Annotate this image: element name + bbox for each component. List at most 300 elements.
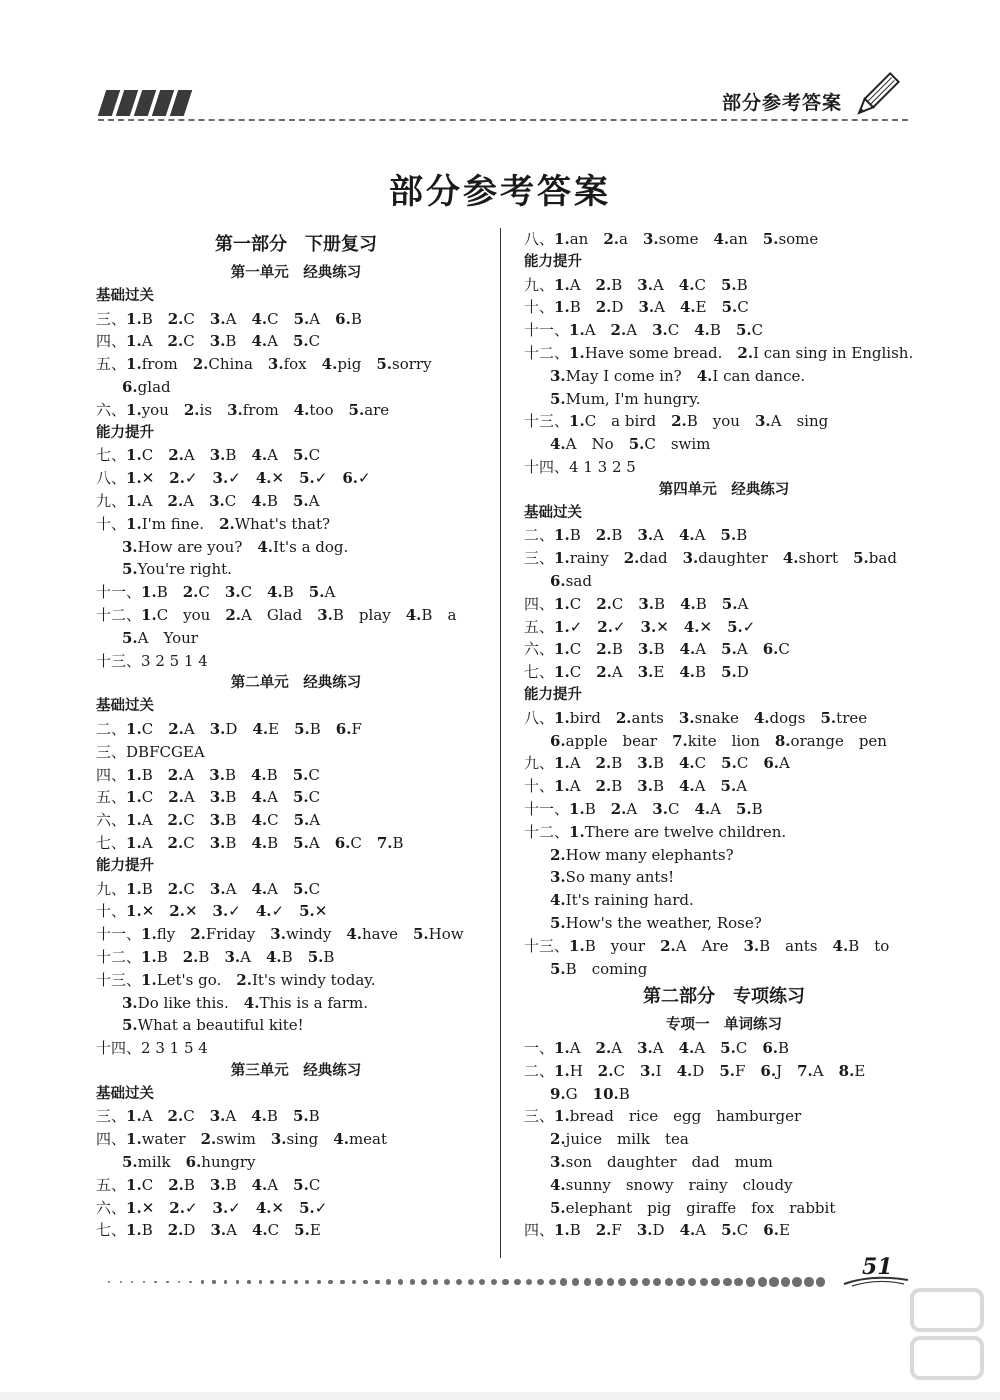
footer-dots-decoration (108, 1276, 838, 1288)
answer-line (524, 365, 924, 388)
item-number: 3. (743, 936, 760, 955)
answer-line (96, 1151, 496, 1174)
item-number: 3. (550, 366, 566, 385)
answer-item (210, 332, 237, 350)
item-number: 5. (293, 309, 310, 328)
item-number: 3. (212, 1198, 229, 1217)
item-answer: B (141, 765, 153, 784)
item-answer: How (428, 925, 464, 944)
answer-item (183, 948, 210, 966)
item-answer: B (611, 640, 623, 659)
item-answer: ✕ (699, 617, 713, 636)
answers-right-column (524, 228, 924, 1242)
item-answer: B (141, 879, 153, 898)
item-answer: B (183, 1175, 195, 1194)
item-answer: ✓ (271, 902, 285, 921)
answer-line (96, 969, 496, 992)
item-answer: A Glad (241, 605, 303, 624)
item-answer: C (569, 594, 582, 613)
item-number: 4. (678, 1039, 695, 1058)
item-number: 3. (637, 1039, 653, 1058)
item-answer: too (309, 400, 334, 419)
footer-dot (618, 1278, 626, 1286)
item-number: 2. (737, 343, 754, 362)
answer-text: 3 2 5 1 4 (141, 651, 208, 670)
item-number: 5. (122, 1016, 138, 1035)
question-number: 十三、 (96, 970, 142, 989)
question-number: 十二、 (524, 822, 570, 841)
item-number: 4. (550, 1175, 566, 1194)
item-answer: C (736, 1221, 749, 1240)
answer-item (736, 800, 763, 818)
item-number: 3. (270, 1130, 287, 1149)
item-number: 5. (294, 1221, 310, 1240)
item-number: 5. (307, 947, 324, 966)
item-number: 5. (727, 617, 743, 636)
answer-item (721, 754, 748, 772)
item-number: 1. (569, 936, 585, 955)
item-answer: C swim (644, 435, 711, 454)
item-number: 1. (554, 708, 570, 727)
answer-item (652, 800, 679, 818)
answer-line (524, 319, 924, 342)
item-answer: A (626, 321, 638, 340)
item-answer: D (692, 1061, 705, 1080)
answer-line (524, 456, 924, 479)
answer-item (126, 788, 153, 806)
answer-item (333, 1130, 387, 1148)
item-answer: A (141, 811, 153, 830)
item-answer: C (267, 1221, 280, 1240)
item-answer: are (364, 400, 390, 419)
item-number: 4. (679, 663, 696, 682)
item-answer: B (266, 765, 278, 784)
item-answer: ✓ (569, 617, 583, 636)
item-number: 5. (292, 446, 309, 465)
item-number: 5. (721, 594, 738, 613)
answer-item (679, 526, 706, 544)
answer-item (763, 640, 790, 658)
item-answer: A (694, 777, 706, 796)
item-number: 1. (126, 1107, 142, 1126)
item-answer: C (141, 1175, 154, 1194)
answer-item (554, 1039, 581, 1057)
item-number: 3. (209, 719, 226, 738)
item-number: 2. (192, 355, 209, 374)
answer-item (236, 971, 375, 989)
answer-item (213, 1199, 241, 1217)
question-number: 四、 (524, 1221, 555, 1240)
item-number: 3. (636, 1221, 653, 1240)
answer-item (227, 401, 279, 419)
answer-item (210, 880, 237, 898)
item-number: 2. (671, 412, 687, 431)
item-answer: A (626, 799, 638, 818)
item-answer: A (267, 332, 278, 351)
answer-item (267, 583, 294, 601)
item-answer: sad (565, 571, 592, 590)
item-number: 6. (335, 309, 351, 328)
item-number: 6. (760, 1061, 777, 1080)
question-number: 八、 (524, 230, 555, 248)
item-answer: C (778, 640, 790, 659)
item-answer: A (183, 765, 195, 784)
answer-item (294, 1221, 321, 1239)
answer-item (210, 720, 238, 738)
question-number: 十一、 (524, 321, 570, 340)
item-answer: A (694, 526, 706, 545)
question-number: 二、 (524, 1061, 555, 1080)
answer-line (524, 1197, 924, 1220)
item-answer: A (240, 947, 251, 966)
question-number: 十一、 (96, 925, 142, 944)
answer-item (268, 355, 307, 373)
answer-item (209, 766, 236, 784)
item-answer: A (695, 640, 707, 659)
answer-item (637, 276, 664, 294)
answer-text: DBFCGEA (126, 742, 205, 761)
item-number: 4. (694, 799, 711, 818)
footer-dot (410, 1279, 415, 1284)
footer-dot (317, 1280, 321, 1284)
question-number: 七、 (96, 1221, 127, 1240)
item-answer: How are you? (137, 537, 243, 556)
footer-dot (816, 1277, 826, 1287)
answer-item (126, 834, 153, 852)
answer-item (569, 321, 596, 339)
item-number: 5. (376, 355, 393, 374)
item-answer: I (655, 1061, 662, 1080)
answer-item (721, 526, 748, 544)
item-number: 4. (832, 936, 849, 955)
item-number: 4. (251, 811, 268, 830)
item-answer: A (812, 1061, 824, 1080)
item-number: 5. (721, 640, 737, 659)
item-number: 2. (550, 845, 566, 864)
item-number: 1. (554, 549, 570, 568)
answer-item (713, 230, 747, 248)
item-answer: E (695, 298, 707, 317)
footer-dot (572, 1278, 579, 1285)
item-number: 4. (753, 708, 770, 727)
item-number: 3. (224, 583, 241, 602)
answer-line (524, 410, 924, 433)
answer-item (293, 446, 320, 464)
answer-item (596, 754, 623, 772)
item-number: 1. (554, 1039, 570, 1058)
item-number: 3. (267, 355, 284, 374)
answer-item (168, 1221, 196, 1239)
answer-item (554, 709, 601, 727)
item-answer: ✓ (228, 902, 241, 921)
question-number: 十三、 (524, 936, 570, 955)
answer-item (193, 355, 253, 373)
item-number: 1. (569, 321, 585, 340)
question-number: 六、 (524, 640, 555, 659)
answer-item (679, 663, 706, 681)
item-number: 5. (721, 663, 737, 682)
item-answer: C (308, 446, 321, 465)
question-number: 十一、 (524, 799, 570, 818)
item-answer: A (569, 754, 581, 773)
item-number: 4. (251, 446, 268, 465)
item-answer: C (694, 754, 707, 773)
item-answer: I'm fine. (141, 514, 205, 533)
item-answer: C (141, 446, 154, 465)
answer-item (294, 401, 334, 419)
item-answer: A (652, 275, 664, 294)
footer-dot (189, 1281, 192, 1284)
item-answer: elephant pig giraffe fox rabbit (565, 1198, 836, 1217)
answer-line (96, 536, 496, 559)
item-number: 4. (676, 1061, 693, 1080)
unit-heading: 第三单元 经典练习 (230, 1062, 362, 1079)
item-answer: ✕ (141, 469, 155, 488)
item-number: 6. (334, 833, 351, 852)
answer-item (598, 1062, 625, 1080)
answer-item (554, 1221, 581, 1239)
footer-dot (456, 1279, 462, 1285)
answer-item (721, 663, 749, 681)
unit-heading: 专项一 单词练习 (666, 1017, 782, 1034)
footer-dot (537, 1279, 544, 1286)
answer-item (550, 1199, 835, 1217)
item-number: 3. (652, 799, 668, 818)
answer-line (96, 1037, 496, 1060)
answer-line (96, 832, 496, 855)
answer-item (694, 321, 721, 339)
question-number: 九、 (524, 275, 555, 294)
item-answer: You're right. (137, 560, 232, 579)
answer-item (763, 230, 819, 248)
item-number: 5. (721, 1221, 737, 1240)
question-number: 十、 (96, 902, 127, 921)
item-answer: orange pen (790, 731, 887, 750)
answer-line (96, 1105, 496, 1128)
answer-item (126, 720, 153, 738)
answer-item (720, 1039, 747, 1057)
item-answer: dad (639, 549, 668, 568)
item-number: 2. (597, 617, 613, 636)
item-number: 4. (265, 947, 282, 966)
answer-item (550, 435, 614, 453)
answer-line (524, 935, 924, 958)
item-answer: milk (137, 1153, 171, 1172)
answer-line (96, 718, 496, 741)
item-number: 5. (122, 560, 138, 579)
item-number: 2. (610, 799, 627, 818)
item-number: 4. (679, 298, 696, 317)
item-answer: B (141, 1221, 153, 1240)
item-number: 1. (126, 514, 142, 533)
answer-item (210, 1221, 237, 1239)
answer-item (309, 583, 336, 601)
answer-item (554, 298, 581, 316)
answer-item (168, 720, 195, 738)
item-answer: A sing (770, 412, 829, 431)
item-answer: D (652, 1221, 665, 1240)
item-answer: pig (337, 355, 362, 374)
item-number: 2. (595, 526, 612, 545)
item-number: 1. (126, 446, 142, 465)
item-answer: D (183, 1221, 196, 1240)
item-answer: C (350, 833, 362, 852)
answer-item (554, 754, 581, 772)
answer-item (251, 1107, 278, 1125)
item-answer: How many elephants? (565, 845, 734, 864)
section-label: 基础过关 (524, 504, 582, 521)
item-answer: How's the weather, Rose? (565, 913, 762, 932)
item-answer: China (208, 355, 253, 374)
item-number: 1. (126, 788, 142, 807)
item-answer: C (736, 754, 749, 773)
answer-line (96, 581, 496, 604)
answer-item (126, 1107, 153, 1125)
answer-item (271, 1130, 318, 1148)
item-number: 3. (317, 605, 333, 624)
footer-dot (804, 1277, 814, 1287)
answer-item (141, 948, 168, 966)
item-answer: from (242, 400, 279, 419)
item-answer: ✕ (141, 902, 155, 921)
answer-item (755, 412, 828, 430)
item-number: 3. (637, 777, 653, 796)
answer-line (96, 764, 496, 787)
answer-line (96, 330, 496, 353)
answer-item (251, 880, 278, 898)
item-number: 5. (550, 389, 566, 408)
item-answer: A (569, 275, 581, 294)
item-answer: A (653, 526, 664, 545)
answer-item (638, 595, 665, 613)
item-number: 4. (251, 332, 268, 351)
answer-item (126, 515, 204, 533)
item-number: 4. (696, 366, 713, 385)
answer-item (821, 709, 868, 727)
item-answer: bread rice egg hamburger (569, 1107, 802, 1126)
section-label: 能力提升 (524, 253, 582, 270)
item-number: 5. (299, 1198, 315, 1217)
answer-item (308, 948, 335, 966)
item-answer: C (224, 491, 237, 510)
item-number: 3. (209, 765, 225, 784)
item-answer: rainy (569, 549, 609, 568)
answer-line (96, 376, 496, 399)
item-answer: C (667, 799, 680, 818)
item-answer: B (695, 663, 707, 682)
item-number: 4. (251, 491, 267, 510)
answer-item (550, 891, 694, 909)
item-answer: B to (848, 936, 890, 955)
item-number: 3. (270, 925, 286, 944)
footer-dot (282, 1280, 286, 1284)
answer-item (853, 549, 897, 567)
item-answer: ✓ (742, 617, 756, 636)
item-answer: C (183, 1107, 195, 1126)
answer-item (554, 595, 581, 613)
answer-item (736, 321, 763, 339)
item-answer: B (225, 833, 237, 852)
answer-item (293, 766, 320, 784)
answer-item (569, 412, 656, 430)
answer-item (775, 732, 887, 750)
item-number: 4. (679, 640, 696, 659)
footer-dot (340, 1280, 345, 1285)
item-number: 4. (251, 309, 268, 328)
item-number: 10. (592, 1084, 619, 1103)
answer-item (671, 412, 740, 430)
answer-item (569, 937, 645, 955)
answer-item (596, 663, 623, 681)
item-number: 4. (550, 435, 566, 454)
item-number: 1. (141, 583, 157, 602)
item-answer: C (569, 663, 582, 682)
answer-item (406, 606, 457, 624)
item-answer: C (308, 765, 320, 784)
item-answer: A (694, 1039, 706, 1058)
item-answer: B (281, 947, 293, 966)
header-stripes-decoration (98, 90, 186, 116)
item-number: 5. (720, 777, 737, 796)
item-number: 1. (126, 469, 142, 488)
item-number: 2. (167, 811, 184, 830)
item-number: 5. (293, 1175, 309, 1194)
item-number: 5. (735, 321, 752, 340)
item-answer: B (308, 1107, 320, 1126)
answer-line (524, 889, 924, 912)
answer-item (719, 1062, 745, 1080)
answer-line (524, 524, 924, 547)
question-number: 十二、 (96, 605, 142, 624)
question-number: 三、 (96, 309, 127, 328)
item-answer: daughter (698, 549, 768, 568)
item-answer: A (225, 1107, 237, 1126)
item-answer: A Are (675, 936, 729, 955)
item-answer: Mum, I'm hungry. (565, 389, 701, 408)
item-answer: A (654, 298, 665, 317)
answer-item (629, 435, 711, 453)
question-number: 五、 (96, 1175, 127, 1194)
footer-dot (468, 1279, 474, 1285)
answer-line (96, 786, 496, 809)
footer-dot (154, 1281, 157, 1284)
footer-dot (247, 1280, 251, 1284)
item-answer: C (183, 879, 195, 898)
footer-dot (676, 1278, 684, 1286)
item-number: 2. (615, 708, 632, 727)
answer-line (96, 946, 496, 969)
item-number: 6. (335, 719, 352, 738)
item-number: 3. (209, 446, 226, 465)
item-number: 4. (251, 879, 268, 898)
answer-item (213, 469, 241, 487)
answer-line (96, 604, 496, 627)
answer-line (96, 1219, 496, 1242)
item-number: 3. (754, 412, 771, 431)
answer-item (596, 526, 623, 544)
item-answer: C (141, 788, 154, 807)
item-number: 2. (167, 765, 184, 784)
item-number: 1. (141, 970, 157, 989)
item-answer: B (569, 1221, 581, 1240)
item-answer: B (709, 321, 721, 340)
footer-dot (224, 1280, 227, 1283)
answer-item (597, 618, 625, 636)
item-answer: A Your (137, 628, 198, 647)
footer-dot (595, 1278, 602, 1285)
answer-item (569, 344, 722, 362)
item-answer: bird (569, 708, 601, 727)
